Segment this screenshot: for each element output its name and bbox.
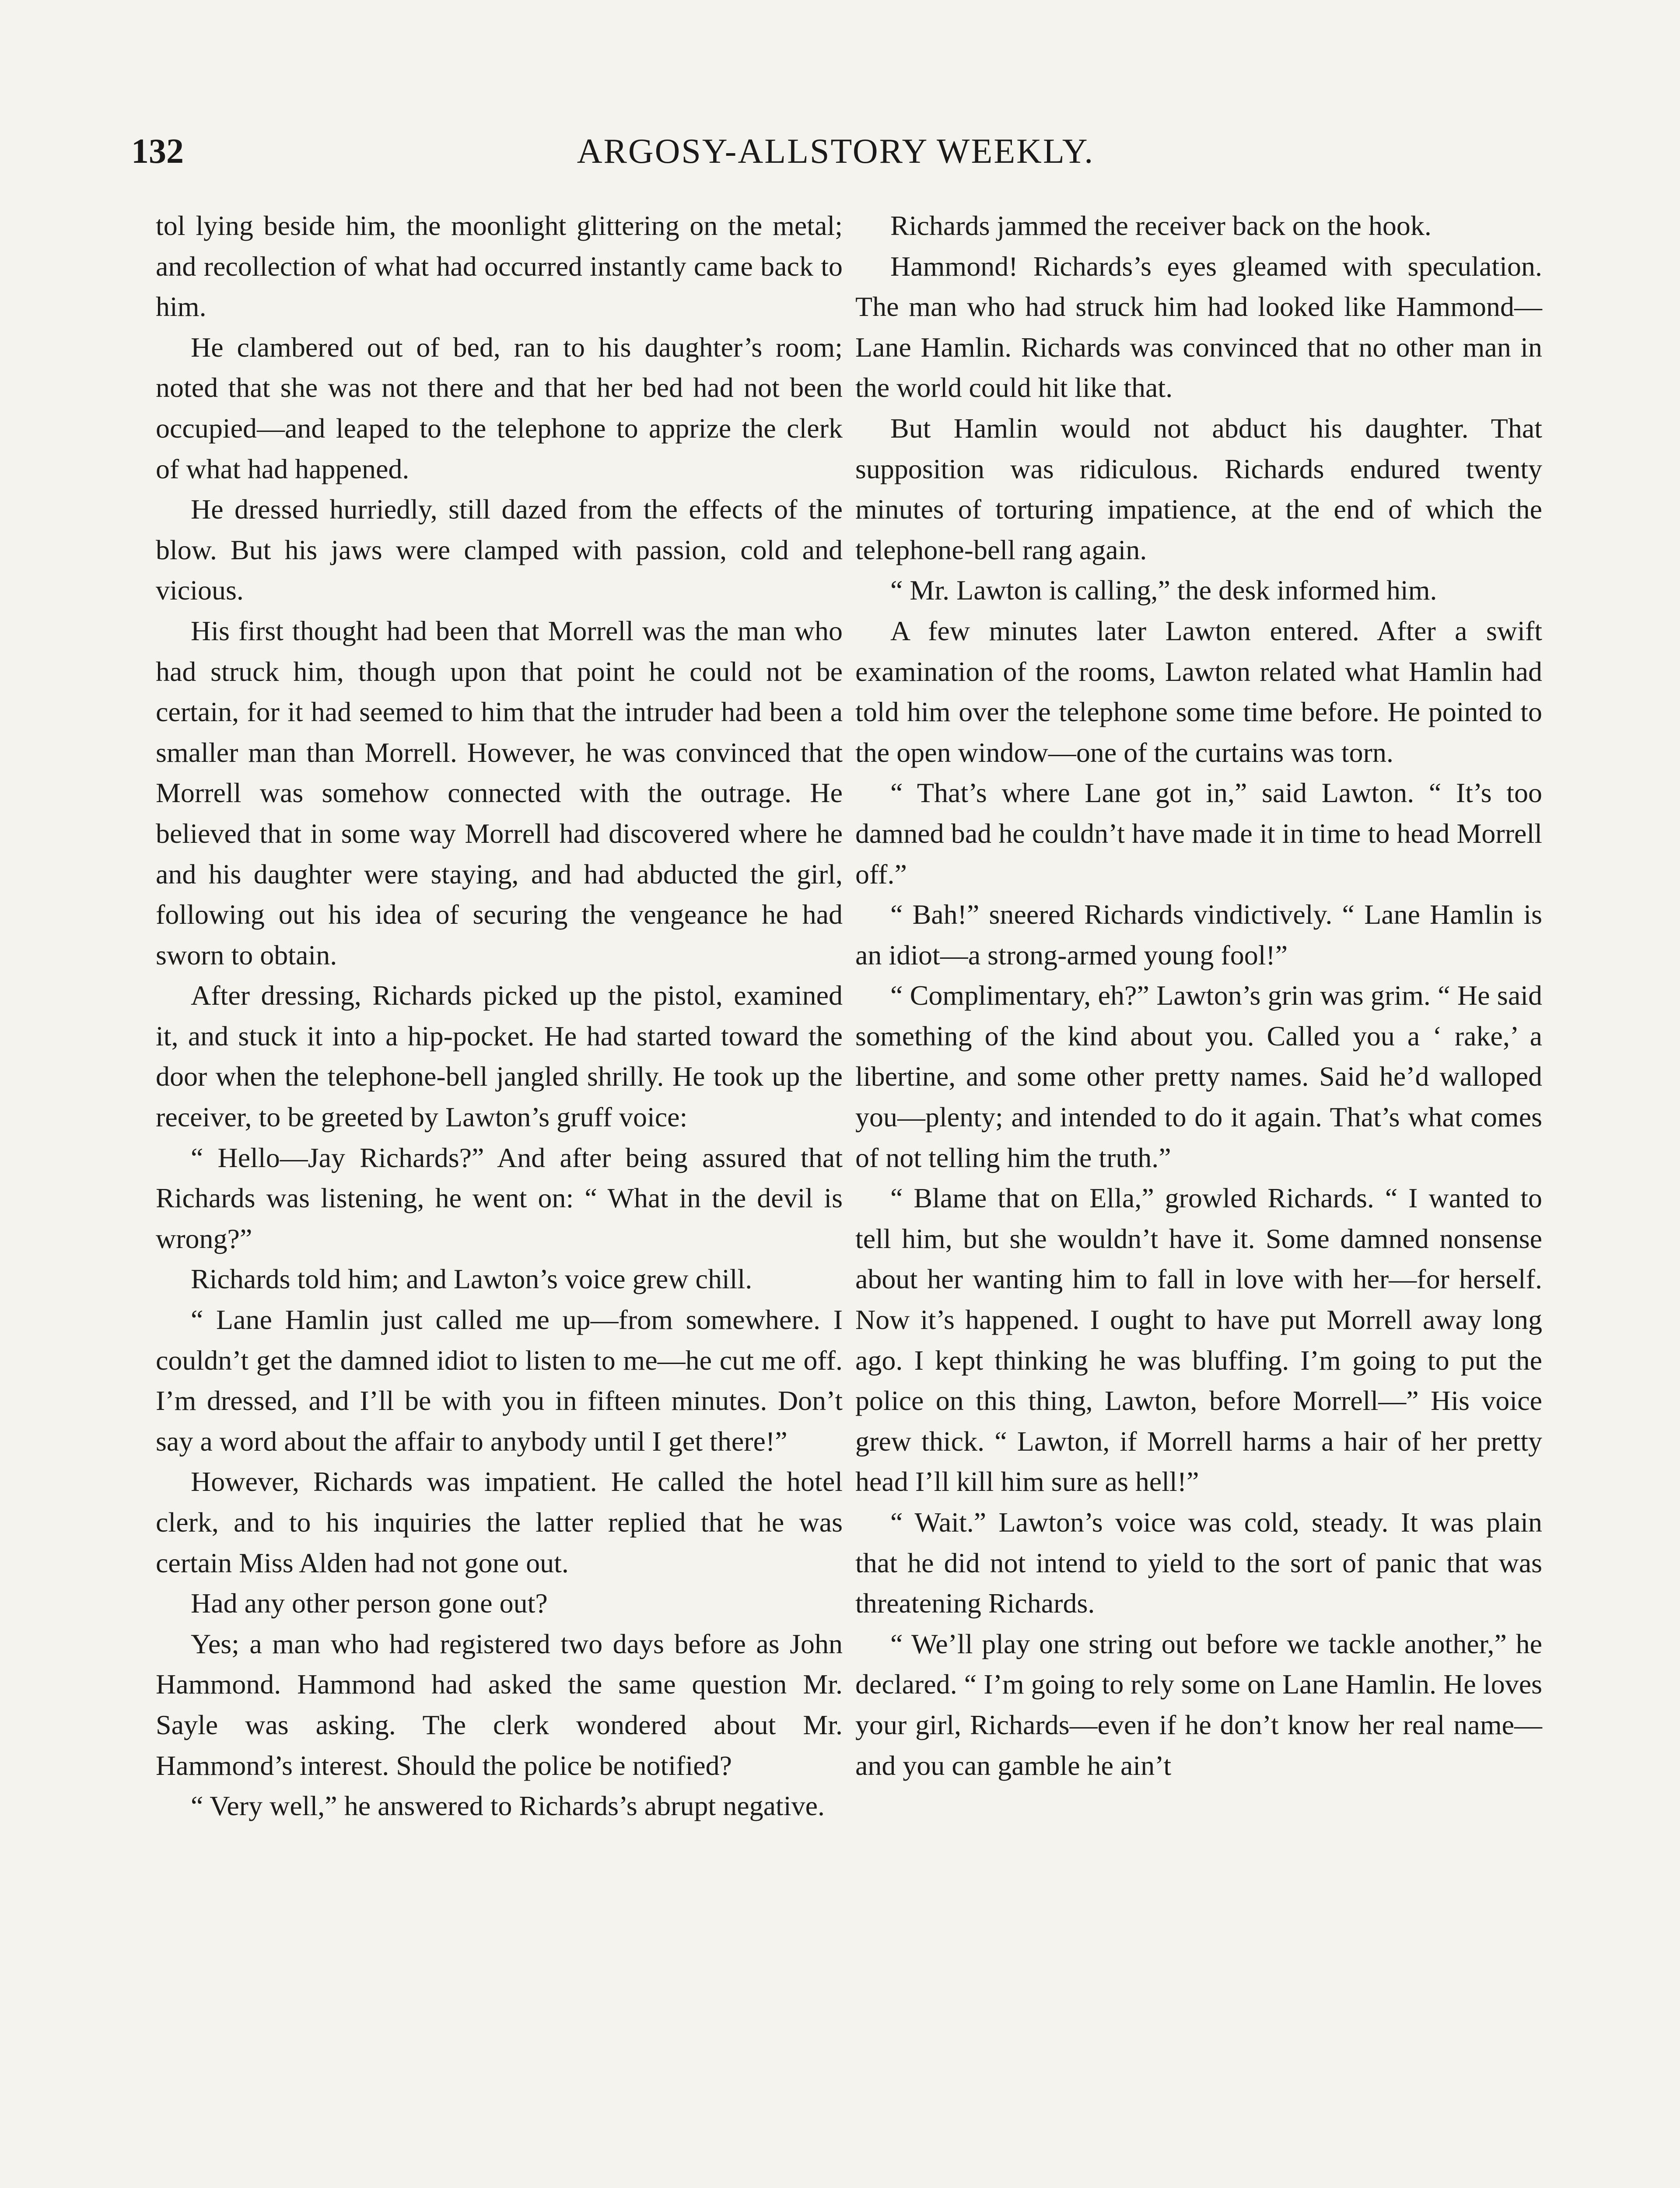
paragraph: Hammond! Richards’s eyes gleamed with speculation. The man who had struck him had looked like Hammond—Lane Hamlin. Richards was convinced that no other man in the world could hit like that. xyxy=(855,250,1542,403)
paragraph: He dressed hurriedly, still dazed from the effects of the blow. But his jaws were clamped with passion, cold and vicious. xyxy=(156,494,843,606)
page-number: 132 xyxy=(131,132,184,171)
paragraph: “ Very well,” he answered to Richards’s abrupt negative. xyxy=(191,1790,825,1822)
left-column xyxy=(156,206,843,1827)
paragraph: He clambered out of bed, ran to his daughter’s room; noted that she was not there and that her bed had not been occupied—and leaped to the telephone to apprize the clerk of what had happened. xyxy=(156,331,843,484)
paragraph: However, Richards was impatient. He called the hotel clerk, and to his inquiries the latter replied that he was certain Miss Alden had not gone out. xyxy=(156,1466,843,1578)
paragraph: “ Mr. Lawton is calling,” the desk informed him. xyxy=(890,575,1437,606)
paragraph: “ We’ll play one string out before we tackle another,” he declared. “ I’m going to rely some on Lane Hamlin. He loves your girl, Richards—even if he don’t know her real name—and you can gamble he ain’t xyxy=(855,1628,1542,1781)
page-header xyxy=(131,130,1540,182)
paragraph: “ Complimentary, eh?” Lawton’s grin was grim. “ He said something of the kind about you. Called you a ‘ rake,’ a libertine, and some other pretty names. Said he’d walloped you—plenty; and intended to do it again. That’s what comes of not telling him the truth.” xyxy=(855,980,1542,1173)
paragraph: Richards jammed the receiver back on the hook. xyxy=(890,210,1432,241)
paragraph: A few minutes later Lawton entered. After a swift examination of the rooms, Lawton related what Hamlin had told him over the telephone some time before. He pointed to the open window—one of the curtains was torn. xyxy=(855,615,1542,768)
paragraph: After dressing, Richards picked up the pistol, examined it, and stuck it into a hip-pocket. He had started toward the door when the telephone-bell jangled shrilly. He took up the receiver, to be greeted by Lawton’s gruff voice: xyxy=(156,980,843,1133)
paragraph: But Hamlin would not abduct his daughter. That supposition was ridiculous. Richards endured twenty minutes of torturing impatience, at the end of which the telephone-bell rang again. xyxy=(855,412,1542,565)
paragraph: Richards told him; and Lawton’s voice grew chill. xyxy=(191,1263,752,1295)
paragraph: tol lying beside him, the moonlight glittering on the metal; and recollection of what had occurred instantly came back to him. xyxy=(156,210,843,323)
running-head: ARGOSY-ALLSTORY WEEKLY. xyxy=(577,132,1095,171)
paragraph: “ Hello—Jay Richards?” And after being assured that Richards was listening, he went on: “ What in the devil is wrong?” xyxy=(156,1142,843,1254)
paragraph: “ Blame that on Ella,” growled Richards. “ I wanted to tell him, but she wouldn’t have it. Some damned nonsense about her wanting him to fall in love with her—for herself. Now it’s happened. I ought to have put Morrell away long ago. I kept thinking he was bluffing. I’m going to put the police on this thing, Lawton, before Morrell—” His voice grew thick. “ Lawton, if Morrell harms a hair of her pretty head I’ll kill him sure as hell!” xyxy=(855,1182,1542,1497)
right-column xyxy=(855,206,1542,1786)
paragraph: “ Wait.” Lawton’s voice was cold, steady. It was plain that he did not intend to yield to the sort of panic that was threatening Richards. xyxy=(855,1507,1542,1619)
paragraph: Had any other person gone out? xyxy=(191,1588,548,1619)
paragraph: His first thought had been that Morrell was the man who had struck him, though upon that point he could not be certain, for it had seemed to him that the intruder had been a smaller man than Morrell. However, he was convinced that Morrell was somehow connected with the outrage. He believed that in some way Morrell had discovered where he and his daughter were staying, and had abducted the girl, following out his idea of securing the vengeance he had sworn to obtain. xyxy=(156,615,843,971)
paragraph: Yes; a man who had registered two days before as John Hammond. Hammond had asked the same question Mr. Sayle was asking. The clerk wondered about Mr. Hammond’s interest. Should the police be notified? xyxy=(156,1628,843,1781)
paragraph: “ That’s where Lane got in,” said Lawton. “ It’s too damned bad he couldn’t have made it in time to head Morrell off.” xyxy=(855,777,1542,890)
paragraph: “ Bah!” sneered Richards vindictively. “ Lane Hamlin is an idiot—a strong-armed young fool!” xyxy=(855,899,1542,971)
paragraph: “ Lane Hamlin just called me up—from somewhere. I couldn’t get the damned idiot to listen to me—he cut me off. I’m dressed, and I’ll be with you in fifteen minutes. Don’t say a word about the affair to anybody until I get there!” xyxy=(156,1304,843,1457)
